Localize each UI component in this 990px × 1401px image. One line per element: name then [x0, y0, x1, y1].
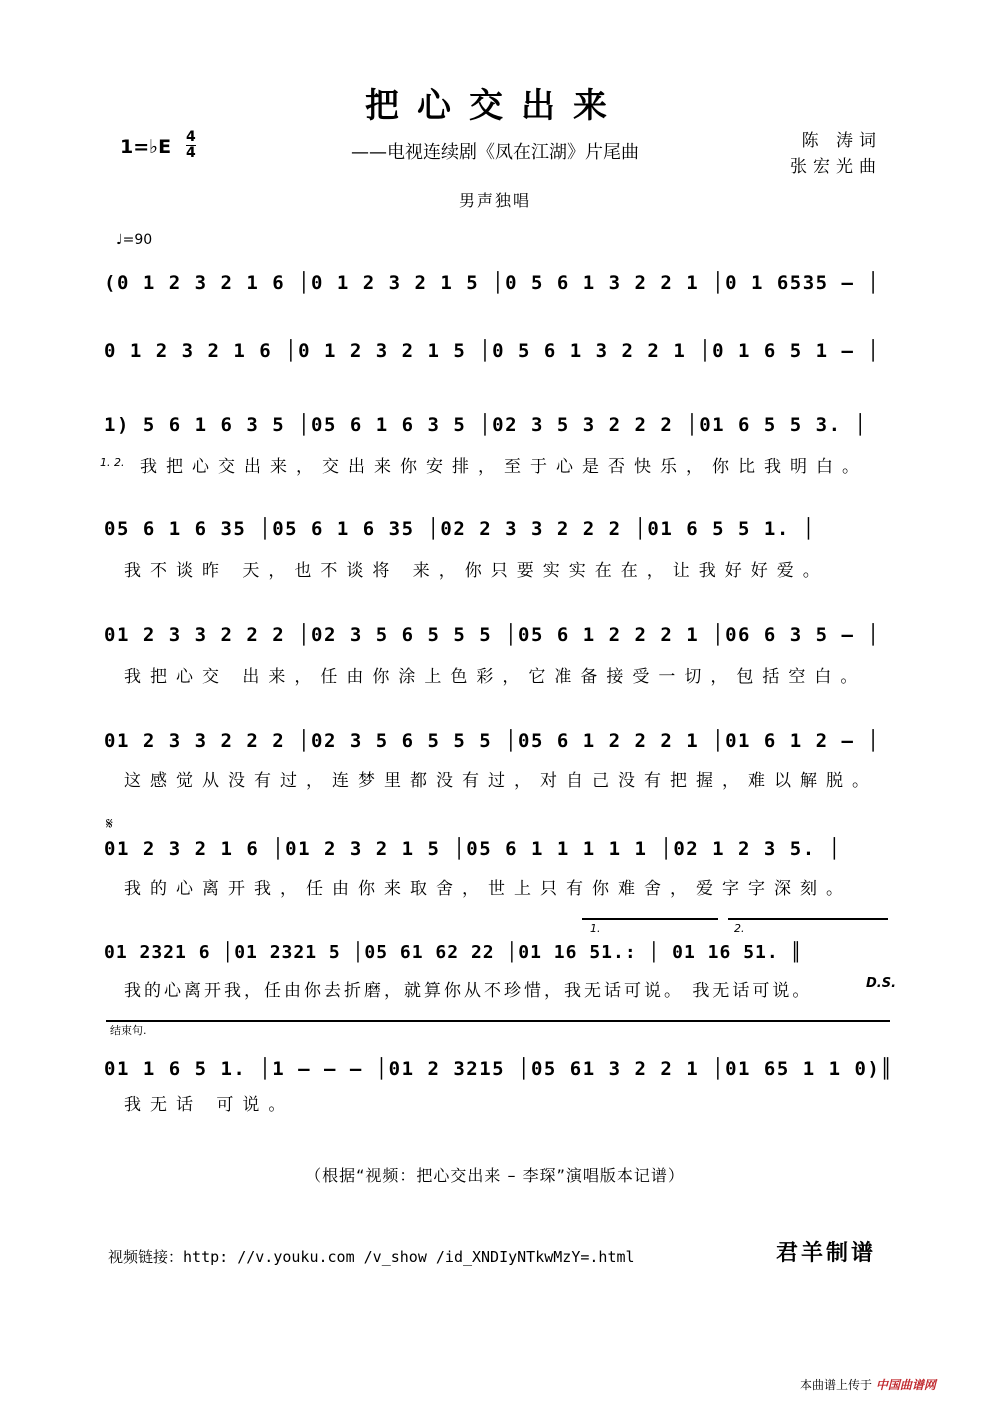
- notation-row-2: 0 1 2 3 2 1 6 │0 1 2 3 2 1 5 │0 5 6 1 3 2 2 1 │0 1 6 5 1 – │: [104, 340, 881, 362]
- time-signature: [186, 130, 196, 161]
- notation-row-8: 01 2321 6 │01 2321 5 │05 61 62 22 │01 16 51.: │ 01 16 51. ║: [104, 942, 803, 963]
- ending-label: 结束句.: [110, 1024, 147, 1037]
- segno-sign: 𝄋: [106, 814, 113, 833]
- song-title: 把心交出来: [365, 86, 625, 126]
- lyric-row-3: 我把心交出来，交出来你安排，至于心是否快乐，你比我明白。: [140, 457, 868, 477]
- notation-row-6: 01 2 3 3 2 2 2 │02 3 5 6 5 5 5 │05 6 1 2 2 2 1 │01 6 1 2 – │: [104, 730, 881, 752]
- key-signature: 1=♭E: [120, 136, 172, 158]
- lyric-row-4: 我不谈昨 天，也不谈将 来，你只要实实在在，让我好好爱。: [124, 561, 829, 581]
- video-link-label: 视频链接：: [108, 1248, 184, 1266]
- upload-credit: [800, 1376, 936, 1393]
- upload-text: 本曲谱上传于: [800, 1378, 873, 1392]
- source-note: （根据“视频：把心交出来 – 李琛”演唱版本记谱）: [305, 1166, 685, 1185]
- volta-2-bracket: [728, 918, 888, 920]
- notation-row-1: (0 1 2 3 2 1 6 │0 1 2 3 2 1 5 │0 5 6 1 3 2 2 1 │0 1 6535 – │: [104, 272, 881, 294]
- notation-row-5: 01 2 3 3 2 2 2 │02 3 5 6 5 5 5 │05 6 1 2 2 2 1 │06 6 3 5 – │: [104, 624, 881, 646]
- lyric-row-9: 我无话 可说。: [124, 1095, 295, 1115]
- volta-1-bracket: [582, 918, 718, 920]
- lyricist-credit: 陈 涛词: [801, 131, 882, 151]
- tempo-marking: ♩=90: [116, 232, 153, 248]
- composer-credit: 张宏光曲: [790, 157, 882, 177]
- ending-bracket: [106, 1020, 890, 1022]
- arranger-stamp: 君羊制谱: [776, 1240, 877, 1266]
- notation-row-4: 05 6 1 6 35 │05 6 1 6 35 │02 2 3 3 2 2 2 │01 6 5 5 1. │: [104, 518, 816, 540]
- lyric-row-7: 我的心离开我，任由你来取舍，世上只有你难舍，爱字字深刻。: [124, 879, 852, 899]
- site-logo[interactable]: 中国曲谱网: [875, 1378, 936, 1392]
- notation-row-9: 01 1 6 5 1. │1 – – – │01 2 3215 │05 61 3 2 2 1 │01 65 1 1 0)║: [104, 1058, 894, 1080]
- ds-marking: D.S.: [866, 976, 897, 991]
- lyric-row-5: 我把心交 出来，任由你涂上色彩，它准备接受一切，包括空白。: [124, 667, 867, 687]
- volta-2-label: 2.: [734, 922, 745, 935]
- notation-row-7: 01 2 3 2 1 6 │01 2 3 2 1 5 │05 6 1 1 1 1 1 │02 1 2 3 5. │: [104, 838, 842, 860]
- verse-marker: 1. 2.: [100, 456, 125, 469]
- time-signature-bottom: 4: [186, 145, 196, 161]
- lyric-row-6: 这感觉从没有过，连梦里都没有过，对自己没有把握，难以解脱。: [124, 771, 878, 791]
- volta-1-label: 1.: [590, 922, 601, 935]
- video-link-url[interactable]: http: //v.youku.com /v_show /id_XNDIyNTkwMzY=.html: [183, 1248, 635, 1266]
- voice-type: 男声独唱: [458, 191, 531, 210]
- lyric-row-8: 我的心离开我，任由你去折磨，就算你从不珍惜，我无话可说。 我无话可说。: [124, 981, 813, 1001]
- notation-row-3: 1) 5 6 1 6 3 5 │05 6 1 6 3 5 │02 3 5 3 2 2 2 │01 6 5 5 3. │: [104, 414, 868, 436]
- time-signature-top: 4: [186, 129, 196, 145]
- song-subtitle: ——电视连续剧《凤在江湖》片尾曲: [351, 142, 639, 163]
- video-link: [108, 1246, 635, 1267]
